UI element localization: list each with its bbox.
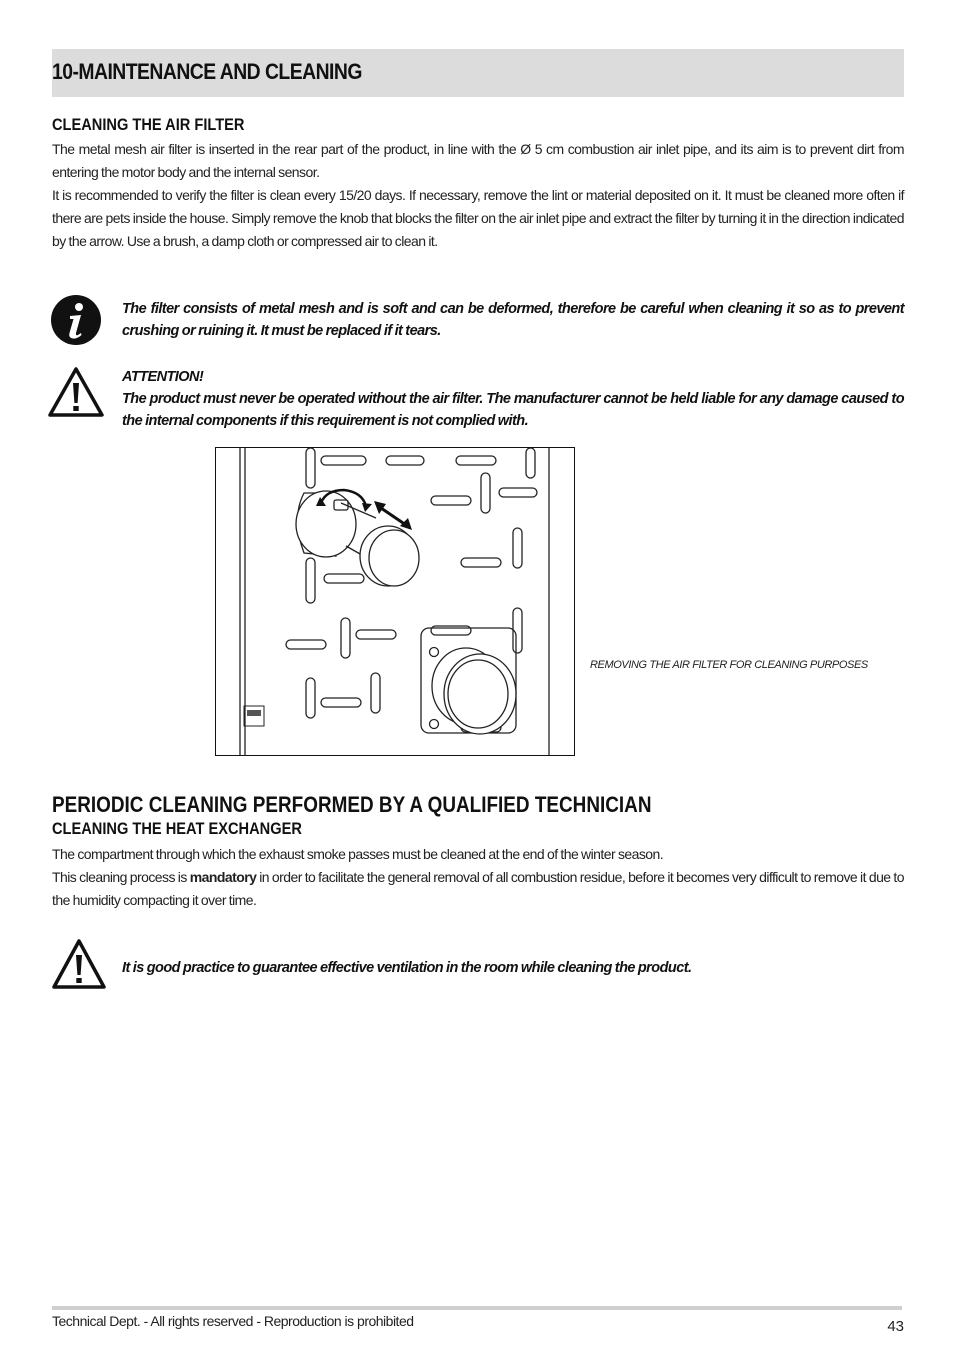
footer-divider (52, 1306, 902, 1310)
page-number: 43 (887, 1318, 904, 1335)
section-header-bar (52, 49, 904, 97)
footer-text: Technical Dept. - All rights reserved - Reproduction is prohibited (52, 1313, 414, 1329)
mandatory-emphasis: mandatory (189, 869, 257, 885)
air-filter-illustration (216, 448, 575, 756)
info-icon (50, 294, 102, 346)
air-filter-figure (215, 447, 575, 756)
ventilation-warning-text: It is good practice to guarantee effective ventilation in the room while cleaning the product. (122, 960, 692, 976)
figure-caption: REMOVING THE AIR FILTER FOR CLEANING PURPOSES (590, 659, 868, 671)
warning-icon (47, 366, 105, 418)
air-filter-heading: CLEANING THE AIR FILTER (52, 115, 245, 134)
paragraph-prefix: This cleaning process is (52, 869, 190, 885)
info-note-text: The filter consists of metal mesh and is soft and can be deformed, therefore be careful when cleaning it so as to prevent crushing or ruining it. It must be replaced if it tears. (122, 301, 904, 339)
air-filter-paragraph-2: It is recommended to verify the filter is clean every 15/20 days. If necessary, remove the lint or material deposited on it. It must be cleaned more often if there are pets inside the house. Simply remove the knob that blocks the filter on the air inlet pipe and extract the filter by turning it in the direction indicated by the arrow. Use a brush, a damp cloth or compressed air to clean it. (52, 187, 904, 249)
attention-text: The product must never be operated without the air filter. The manufacturer cannot be held liable for any damage caused to the internal components if this requirement is not complied with. (122, 391, 904, 429)
heat-exchanger-paragraph-2 (52, 866, 904, 912)
heat-exchanger-heading: CLEANING THE HEAT EXCHANGER (52, 819, 302, 838)
heat-exchanger-paragraph-1: The compartment through which the exhaust smoke passes must be cleaned at the end of the winter season. (52, 846, 664, 862)
periodic-heading: PERIODIC CLEANING PERFORMED BY A QUALIFIED TECHNICIAN (52, 792, 652, 817)
warning-icon (51, 938, 107, 990)
attention-label: ATTENTION! (122, 369, 204, 385)
paragraph-suffix: in order to facilitate the general removal of all combustion residue, before it becomes very difficult to remove it due to the humidity compacting it over time. (52, 869, 904, 908)
air-filter-paragraph-1: The metal mesh air filter is inserted in the rear part of the product, in line with the Ø 5 cm combustion air inlet pipe, and its aim is to prevent dirt from entering the motor body and the internal sensor. (52, 141, 904, 180)
section-title: 10-MAINTENANCE AND CLEANING (52, 59, 362, 84)
